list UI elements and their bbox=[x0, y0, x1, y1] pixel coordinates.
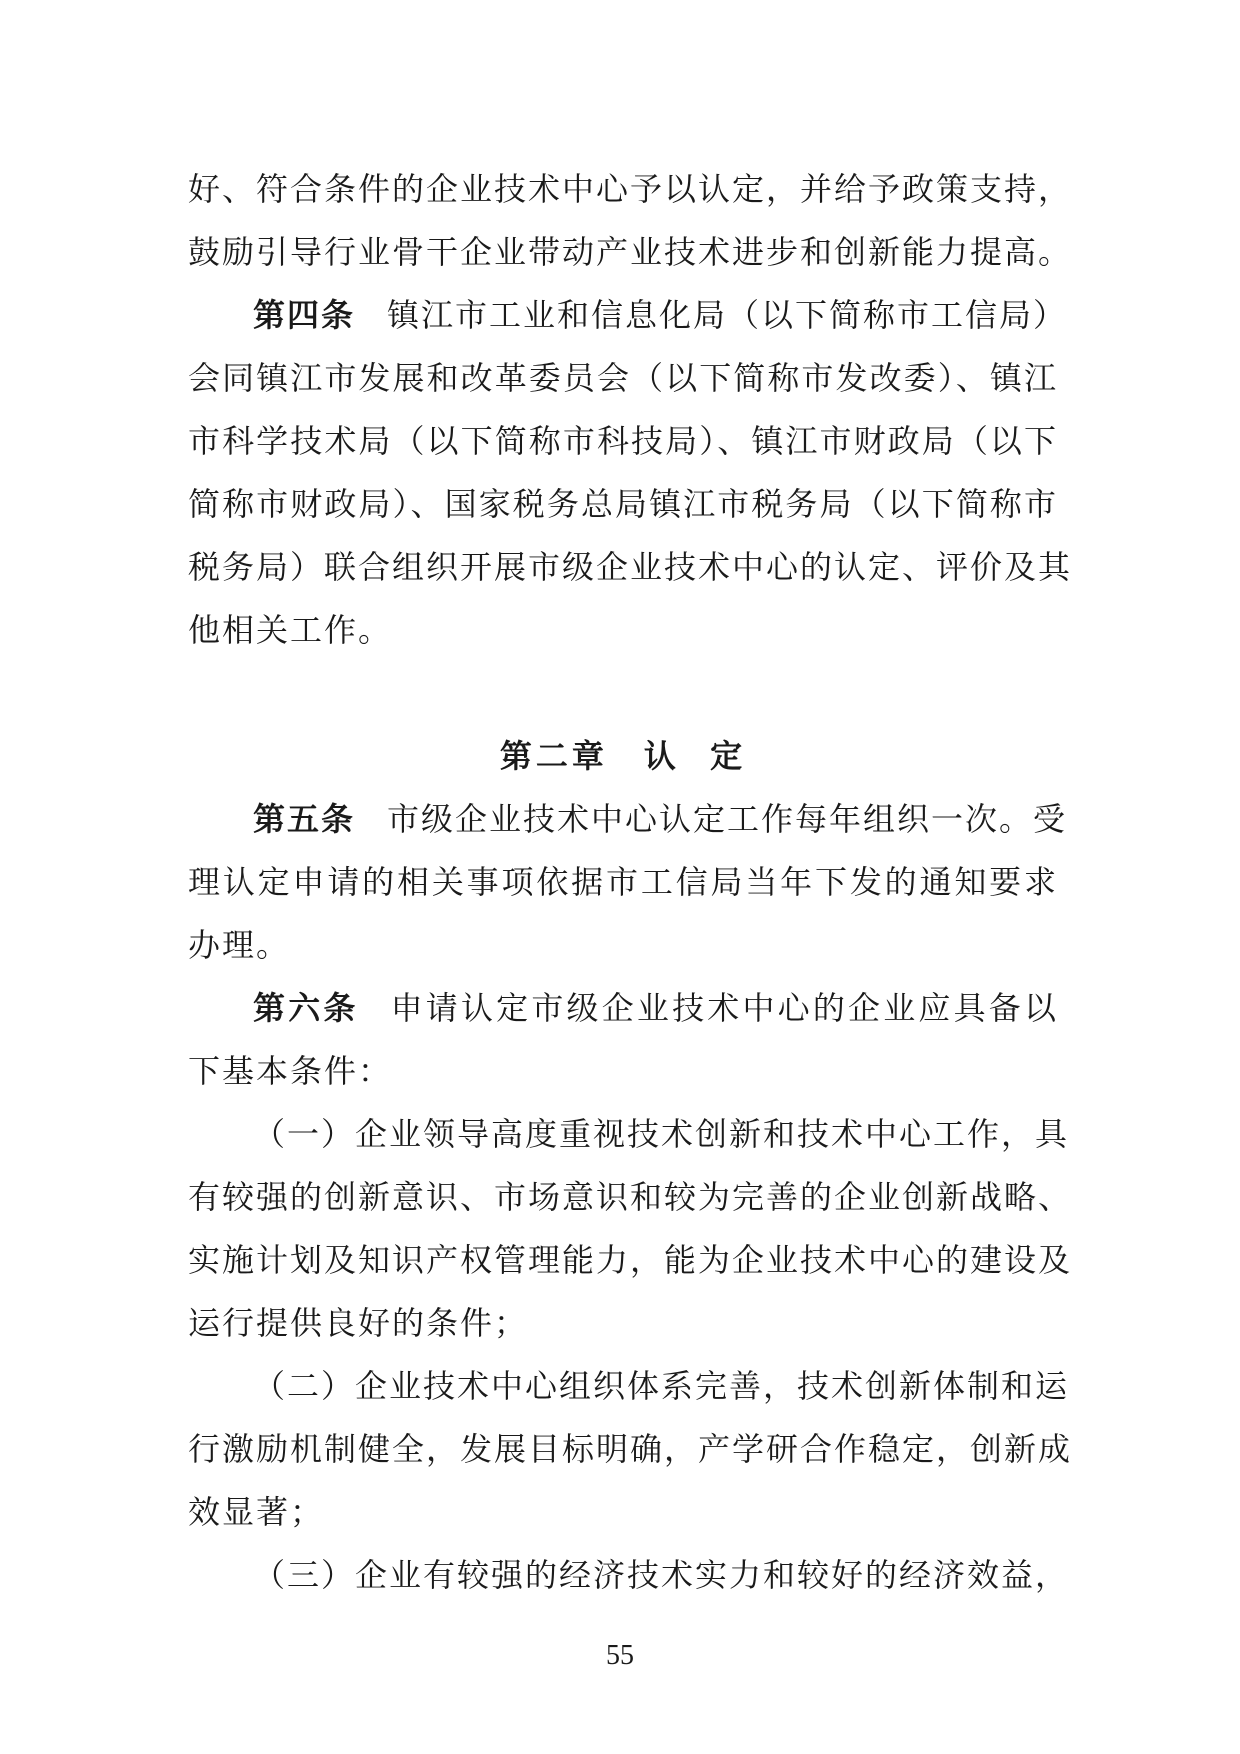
article-4-first-line bbox=[188, 284, 1068, 347]
article-4-first-text: 镇江市工业和信息化局（以下简称市工信局） bbox=[387, 296, 1068, 334]
article-6-first-line bbox=[188, 977, 1058, 1040]
chapter-name: 认 定 bbox=[643, 737, 747, 775]
article-5-label: 第五条 bbox=[253, 800, 356, 838]
chapter-title bbox=[188, 725, 1058, 788]
article-5-first-line bbox=[188, 788, 1068, 851]
text-line: 好、符合条件的企业技术中心予以认定，并给予政策支持， bbox=[188, 170, 1073, 208]
article-5 bbox=[188, 788, 1068, 977]
text-line: 运行提供良好的条件； bbox=[188, 1304, 529, 1342]
article-6-label: 第六条 bbox=[253, 989, 359, 1027]
text-line: 下基本条件： bbox=[188, 1052, 393, 1090]
condition-item-3 bbox=[188, 1544, 1070, 1607]
text-line: 行激励机制健全，发展目标明确，产学研合作稳定，创新成 bbox=[188, 1430, 1073, 1468]
text-line: 办理。 bbox=[188, 926, 291, 964]
text-line: 市科学技术局（以下简称市科技局）、镇江市财政局（以下 bbox=[188, 422, 1058, 460]
text-line: 实施计划及知识产权管理能力，能为企业技术中心的建设及 bbox=[188, 1241, 1073, 1279]
text-line: 鼓励引导行业骨干企业带动产业技术进步和创新能力提高。 bbox=[188, 233, 1073, 271]
article-6 bbox=[188, 977, 1058, 1103]
paragraph-continuation bbox=[188, 158, 1073, 284]
text-line: 税务局）联合组织开展市级企业技术中心的认定、评价及其 bbox=[188, 548, 1073, 586]
condition-item-1 bbox=[188, 1103, 1073, 1355]
article-6-first-text: 申请认定市级企业技术中心的企业应具备以 bbox=[390, 989, 1058, 1027]
text-line: 会同镇江市发展和改革委员会（以下简称市发改委）、镇江 bbox=[188, 359, 1058, 397]
text-line: 他相关工作。 bbox=[188, 611, 393, 649]
page-number: 55 bbox=[606, 1640, 634, 1671]
text-line: 有较强的创新意识、市场意识和较为完善的企业创新战略、 bbox=[188, 1178, 1073, 1216]
text-line: 简称市财政局）、国家税务总局镇江市税务局（以下简称市 bbox=[188, 485, 1058, 523]
text-line: 效显著； bbox=[188, 1493, 325, 1531]
item-3-first-line: （三）企业有较强的经济技术实力和较好的经济效益， bbox=[253, 1556, 1070, 1594]
item-1-first-line: （一）企业领导高度重视技术创新和技术中心工作，具 bbox=[253, 1115, 1070, 1153]
text-line: 理认定申请的相关事项依据市工信局当年下发的通知要求 bbox=[188, 863, 1058, 901]
article-4 bbox=[188, 284, 1073, 662]
article-4-label: 第四条 bbox=[253, 296, 356, 334]
item-2-first-line: （二）企业技术中心组织体系完善，技术创新体制和运 bbox=[253, 1367, 1070, 1405]
chapter-number: 第二章 bbox=[499, 737, 608, 775]
condition-item-2 bbox=[188, 1355, 1073, 1544]
article-5-first-text: 市级企业技术中心认定工作每年组织一次。受 bbox=[387, 800, 1068, 838]
